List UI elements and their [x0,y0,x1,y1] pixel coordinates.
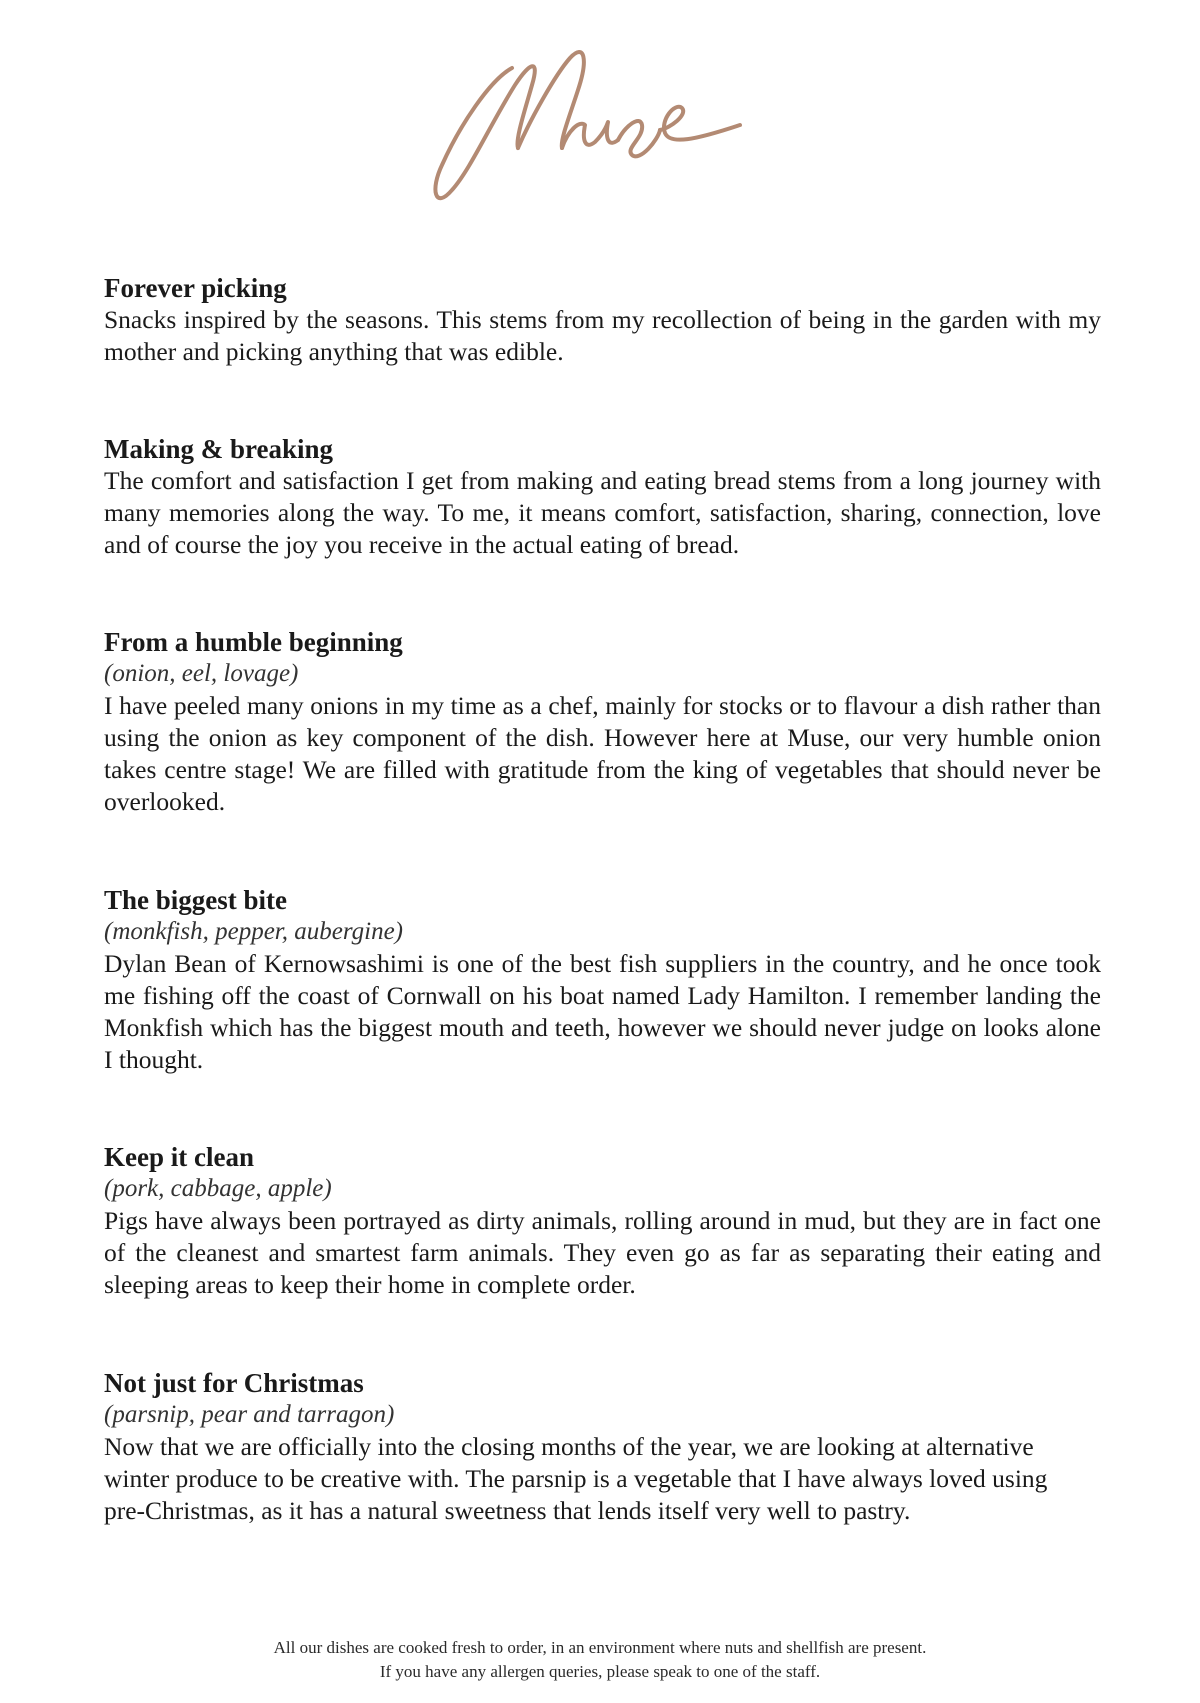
footer-line-1: All our dishes are cooked fresh to order, in an environment where nuts and shellfish are present. [273,1638,927,1657]
course-title: The biggest bite [104,885,288,915]
course-ingredients: (pork, cabbage, apple) [104,1175,332,1202]
footer-line-2: If you have any allergen queries, please speak to one of the staff. [379,1662,821,1681]
course-title: Keep it clean [104,1142,254,1172]
course-description: Now that we are officially into the closing months of the year, we are looking at alternative winter produce to be creative with. The parsnip is a vegetable that I have always loved using pre-Christmas, as it has a natural sweetness that lends itself very well to pastry. [104,1432,1048,1525]
course-description: The comfort and satisfaction I get from making and eating bread stems from a long journey with many memories along the way. To me, it means comfort, satisfaction, sharing, connection, love and of course the joy you receive in the actual eating of bread. [104,466,1101,559]
course-title: From a humble beginning [104,627,403,657]
course-humble-beginning [104,626,1101,818]
allergen-footer [0,1636,1200,1684]
course-forever-picking [104,272,1101,368]
course-biggest-bite [104,884,1101,1076]
course-title: Forever picking [104,273,287,303]
course-title: Making & breaking [104,434,334,464]
course-ingredients: (monkfish, pepper, aubergine) [104,918,404,945]
course-description: I have peeled many onions in my time as a chef, mainly for stocks or to flavour a dish rather than using the onion as key component of the dish. However here at Muse, our very humble onion takes centre stage! We are filled with gratitude from the king of vegetables that should never be overlooked. [104,691,1101,816]
course-ingredients: (parsnip, pear and tarragon) [104,1401,395,1428]
course-ingredients: (onion, eel, lovage) [104,660,299,687]
course-keep-it-clean [104,1141,1101,1301]
course-description: Snacks inspired by the seasons. This stems from my recollection of being in the garden with my mother and picking anything that was edible. [104,305,1101,366]
course-not-just-for-christmas [104,1367,1101,1527]
course-title: Not just for Christmas [104,1368,364,1398]
course-description: Dylan Bean of Kernowsashimi is one of the best fish suppliers in the country, and he once took me fishing off the coast of Cornwall on his boat named Lady Hamilton. I remember landing the Monkfish which has the biggest mouth and teeth, however we should never judge on looks alone I thought. [104,949,1101,1074]
logo-text: Muse [420,30,423,31]
muse-logo [420,30,790,215]
course-description: Pigs have always been portrayed as dirty animals, rolling around in mud, but they are in fact one of the cleanest and smartest farm animals. They even go as far as separating their eating and sleeping areas to keep their home in complete order. [104,1206,1101,1299]
course-making-breaking [104,433,1101,561]
muse-script-logo-icon [420,30,790,215]
